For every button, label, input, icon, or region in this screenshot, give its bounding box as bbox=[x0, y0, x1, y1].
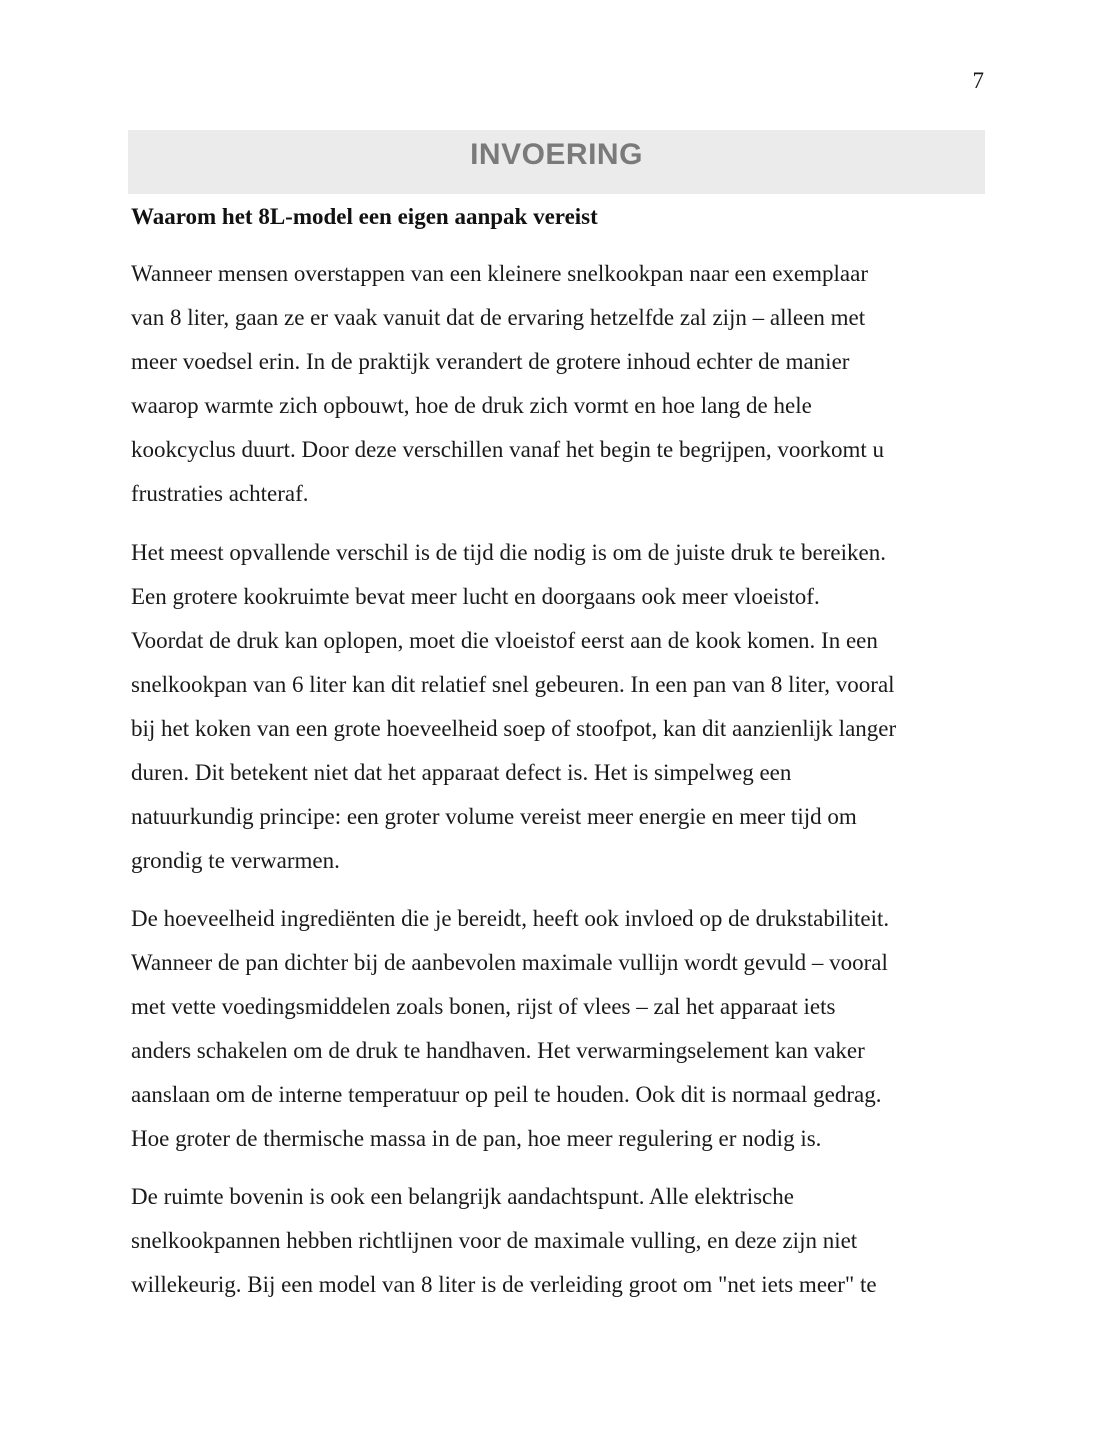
page-number: 7 bbox=[972, 68, 984, 93]
paragraph-line: meer voedsel erin. In de praktijk verandert de grotere inhoud echter de manier bbox=[131, 349, 850, 374]
paragraph-line: snelkookpannen hebben richtlijnen voor de maximale vulling, en deze zijn niet bbox=[131, 1228, 858, 1253]
body-paragraph bbox=[131, 531, 991, 883]
paragraph-line: met vette voedingsmiddelen zoals bonen, rijst of vlees – zal het apparaat iets bbox=[131, 994, 836, 1019]
paragraph-line: kookcyclus duurt. Door deze verschillen vanaf het begin te begrijpen, voorkomt u bbox=[131, 437, 885, 462]
paragraph-line: frustraties achteraf. bbox=[131, 481, 309, 506]
paragraph-line: anders schakelen om de druk te handhaven. Het verwarmingselement kan vaker bbox=[131, 1038, 865, 1063]
paragraph-line: Wanneer mensen overstappen van een kleinere snelkookpan naar een exemplaar bbox=[131, 261, 868, 286]
paragraph-line: natuurkundig principe: een groter volume vereist meer energie en meer tijd om bbox=[131, 804, 857, 829]
paragraph-line: De hoeveelheid ingrediënten die je bereidt, heeft ook invloed op de drukstabiliteit. bbox=[131, 906, 890, 931]
paragraph-line: waarop warmte zich opbouwt, hoe de druk zich vormt en hoe lang de hele bbox=[131, 393, 812, 418]
chapter-heading-band bbox=[128, 130, 985, 194]
paragraph-line: van 8 liter, gaan ze er vaak vanuit dat de ervaring hetzelfde zal zijn – alleen met bbox=[131, 305, 866, 330]
paragraph-line: aanslaan om de interne temperatuur op peil te houden. Ook dit is normaal gedrag. bbox=[131, 1082, 882, 1107]
paragraph-line: Een grotere kookruimte bevat meer lucht en doorgaans ook meer vloeistof. bbox=[131, 584, 820, 609]
paragraph-line: Wanneer de pan dichter bij de aanbevolen maximale vullijn wordt gevuld – vooral bbox=[131, 950, 888, 975]
paragraph-line: Voordat de druk kan oplopen, moet die vloeistof eerst aan de kook komen. In een bbox=[131, 628, 878, 653]
chapter-title: INVOERING bbox=[470, 138, 643, 171]
paragraph-line: bij het koken van een grote hoeveelheid soep of stoofpot, kan dit aanzienlijk langer bbox=[131, 716, 897, 741]
paragraph-line: Hoe groter de thermische massa in de pan, hoe meer regulering er nodig is. bbox=[131, 1126, 822, 1151]
paragraph-line: De ruimte bovenin is ook een belangrijk aandachtspunt. Alle elektrische bbox=[131, 1184, 794, 1209]
paragraph-line: grondig te verwarmen. bbox=[131, 848, 340, 873]
paragraph-line: duren. Dit betekent niet dat het apparaat defect is. Het is simpelweg een bbox=[131, 760, 792, 785]
body-paragraph bbox=[131, 1175, 991, 1307]
body-paragraph bbox=[131, 897, 991, 1161]
paragraph-line: willekeurig. Bij een model van 8 liter is de verleiding groot om "net iets meer" te bbox=[131, 1272, 877, 1297]
paragraph-line: Het meest opvallende verschil is de tijd die nodig is om de juiste druk te bereiken. bbox=[131, 540, 886, 565]
section-subheading: Waarom het 8L-model een eigen aanpak vereist bbox=[131, 204, 598, 229]
body-paragraph bbox=[131, 252, 991, 516]
paragraph-line: snelkookpan van 6 liter kan dit relatief snel gebeuren. In een pan van 8 liter, vooral bbox=[131, 672, 895, 697]
